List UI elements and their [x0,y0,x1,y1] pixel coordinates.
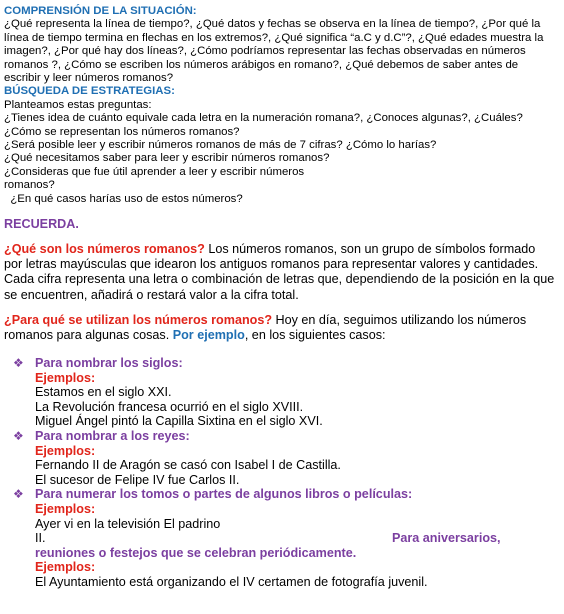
que-son-line: por letras mayúsculas que idearon los antiguos romanos para representar valores y cantidades. [4,257,539,272]
example-line: La Revolución francesa ocurrió en el siglo XVIII. [35,399,304,414]
que-son-text: Los números romanos, son un grupo de símbolos formado [204,242,536,256]
list-item-tomos [12,487,560,502]
que-son-question: ¿Qué son los números romanos? [4,242,205,256]
tomos-title: Para numerar los tomos o partes de algunos libros o películas: [35,487,413,502]
example-line-aniversarios [12,531,560,546]
que-son-line: se encuentren, añadirá o restará valor a la cifra total. [4,287,299,302]
usos-list [12,356,560,590]
situacion-heading: COMPRENSIÓN DE LA SITUACIÓN: [4,5,197,17]
example-line: Ayer vi en la televisión El padrino [35,516,221,531]
estrategias-line: Planteamos estas preguntas: [4,98,152,111]
diamond-bullet-icon: ❖ [13,487,24,502]
estrategias-line: ¿En qué casos harías uso de estos números? [4,192,243,205]
siglos-title: Para nombrar los siglos: [35,356,183,370]
para-que-text: , en los siguientes casos: [244,328,386,343]
que-son-line: Cada cifra representa una letra o combinación de letras que, dependiendo de la posición en la que [4,272,555,287]
estrategias-heading: BÚSQUEDA DE ESTRATEGIAS: [4,85,175,98]
reyes-title: Para nombrar a los reyes: [35,428,190,443]
example-text: II. [35,531,46,546]
para-que-text: Hoy en día, seguimos utilizando los números [272,313,527,327]
estrategias-line: ¿Será posible leer y escribir números romanos de más de 7 cifras? ¿Cómo lo harías? [4,139,437,152]
aniversarios-title-cont: reuniones o festejos que se celebran periódicamente. [35,545,357,560]
example-line: Fernando II de Aragón se casó con Isabel I de Castilla. [35,458,341,473]
para-que-paragraph [4,313,564,343]
estrategias-line: romanos? [4,179,55,192]
que-son-paragraph [4,242,564,303]
list-item-siglos [12,356,560,371]
estrategias-line: ¿Qué necesitamos saber para leer y escribir números romanos? [4,152,330,165]
estrategias-line: ¿Tienes idea de cuánto equivale cada letra en la numeración romana?, ¿Conoces algunas?, ¿Cuáles? [4,112,523,125]
recuerda-heading: RECUERDA. [4,217,79,231]
situacion-line: imagen?, ¿Por qué hay dos líneas?, ¿Cómo podríamos representar las fechas observadas en números [4,45,526,58]
para-que-line [4,328,564,343]
para-que-question: ¿Para qué se utilizan los números romanos? [4,313,273,327]
situacion-section [4,5,562,206]
para-que-text: romanos para algunas cosas. [4,328,173,343]
ejemplos-label: Ejemplos: [35,501,96,516]
aniversarios-title: Para aniversarios, [392,531,501,546]
diamond-bullet-icon: ❖ [13,428,24,443]
example-line: El sucesor de Felipe IV fue Carlos II. [35,472,240,487]
situacion-line: ¿Qué representa la línea de tiempo?, ¿Qué datos y fechas se observa en la línea de tiempo?, ¿Por qué la [4,18,541,31]
example-line: Estamos en el siglo XXI. [35,385,172,400]
para-que-line [4,313,564,328]
ejemplos-label: Ejemplos: [35,370,96,385]
situacion-line: escribir y leer números romanos? [4,72,174,85]
example-line: Miguel Ángel pintó la Capilla Sixtina en el siglo XVI. [35,414,323,429]
example-line: El Ayuntamiento está organizando el IV certamen de fotografía juvenil. [35,574,428,589]
ejemplos-label: Ejemplos: [35,443,96,458]
por-ejemplo: Por ejemplo [172,328,245,343]
situacion-line: romanos ?, ¿Cómo se escriben los números arábigos en romano?, ¿Qué debemos de saber antes de [4,58,519,71]
situacion-line: línea de tiempo termina en flechas en los extremos?, ¿Qué significa “a.C y d.C”?, ¿Qué edades muestra la [4,31,544,44]
estrategias-line: ¿Consideras que fue útil aprender a leer y escribir números [4,165,305,178]
estrategias-line: ¿Cómo se representan los números romanos? [4,125,240,138]
que-son-line [4,242,564,257]
list-item-reyes [12,429,560,444]
ejemplos-label: Ejemplos: [35,560,96,575]
diamond-bullet-icon: ❖ [13,356,24,370]
